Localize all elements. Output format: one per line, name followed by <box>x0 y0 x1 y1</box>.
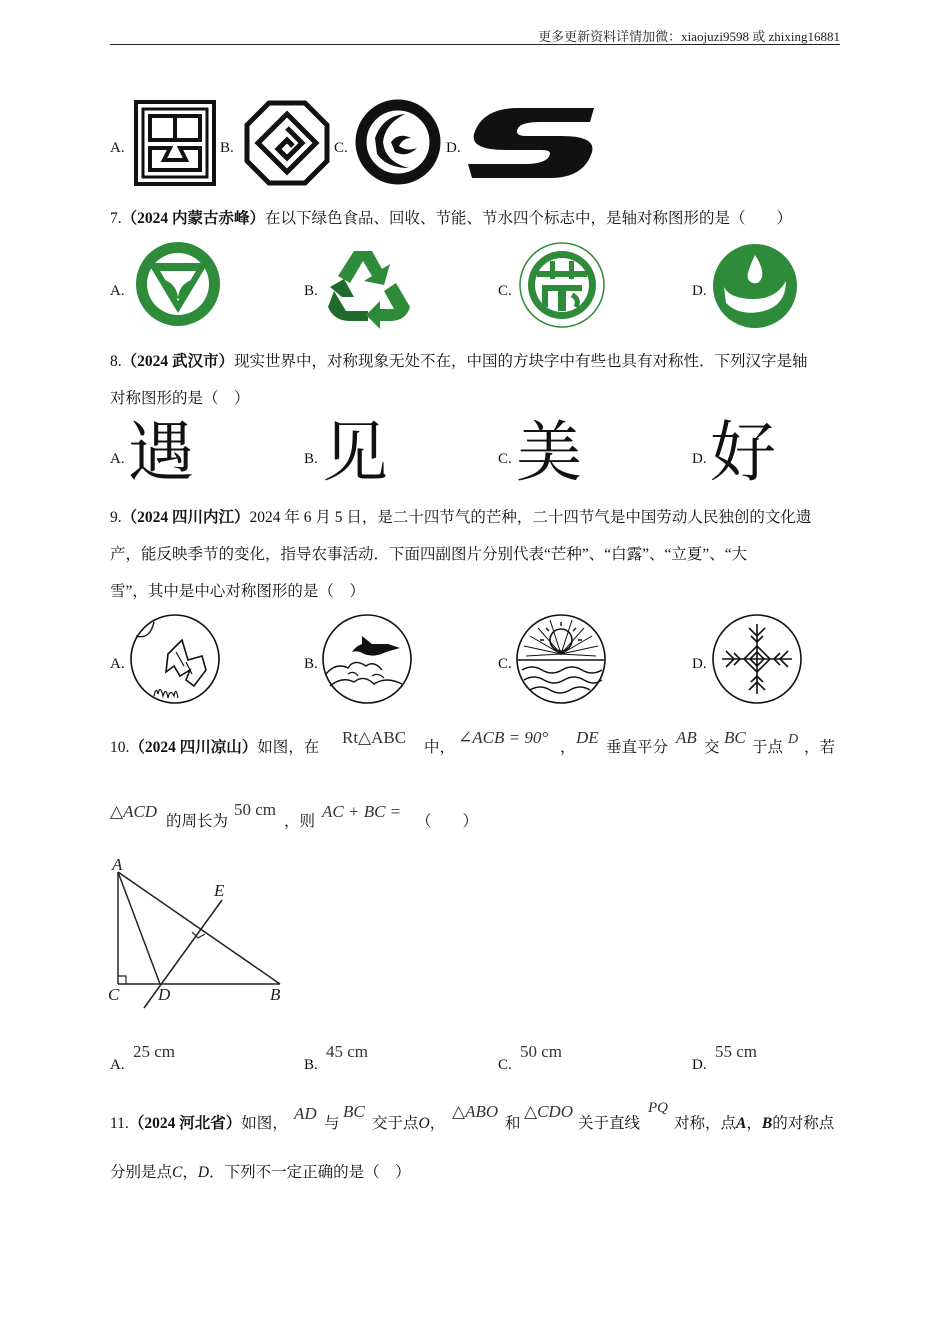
q11-point-c: C <box>172 1164 183 1181</box>
q10-option-a-label: A. <box>110 1057 125 1073</box>
q9-bailu-circle <box>322 614 412 704</box>
q7-option-a-label: A. <box>110 283 125 299</box>
q11-t3-text: 交于点 <box>372 1115 419 1132</box>
q8-option-b-label: B. <box>304 451 318 467</box>
q9-option-d-label: D. <box>692 656 707 672</box>
q10-t10: （ ） <box>416 813 479 830</box>
q8-text-line2: 对称图形的是（ ） <box>110 390 250 407</box>
q8-char-c: 美 <box>516 414 582 491</box>
q11-t2: 与 <box>324 1115 340 1132</box>
q7-energy-saving-logo <box>518 241 606 329</box>
q10-math-perimeter: 50 cm <box>234 800 277 819</box>
q10-math-de: DE <box>576 728 599 747</box>
q7-option-d-label: D. <box>692 283 707 299</box>
q10-t5: 交 <box>704 739 720 756</box>
q7-stem <box>110 211 792 227</box>
q11-point-b: B <box>761 1115 773 1132</box>
q6-logo-a <box>134 100 216 186</box>
q11-t7-group <box>674 1116 834 1132</box>
q10-math-triangle: Rt△ABC <box>342 728 407 747</box>
q10-t9: ，则 <box>284 813 316 830</box>
q7-recycle-logo <box>326 243 412 325</box>
q6-option-b-label: B. <box>220 140 234 156</box>
q11-math-pq: PQ <box>648 1100 668 1116</box>
q10-t3: ， <box>560 739 576 756</box>
q11-t7: 对称，点 <box>674 1115 737 1132</box>
q8-char-d: 好 <box>710 414 776 491</box>
q9-number: 9. <box>110 509 122 526</box>
q6-option-c-label: C. <box>334 140 348 156</box>
q11-t6: 关于直线 <box>578 1115 641 1132</box>
q11-point-o: O <box>418 1115 430 1132</box>
q10-label-c: C <box>108 985 120 1004</box>
q10-math-angle: ∠ACB = 90° <box>458 728 549 747</box>
q6-logo-b <box>244 100 330 186</box>
q6-logo-d <box>466 104 598 182</box>
q10-source: （2024 四川凉山） <box>129 739 258 756</box>
q10-label-b: B <box>270 985 281 1004</box>
q11-line2 <box>110 1165 411 1181</box>
q10-math-bc: BC <box>724 728 746 747</box>
q10-option-c-value: 50 cm <box>520 1042 563 1061</box>
q11-t3 <box>372 1116 445 1132</box>
q11-math-bc: BC <box>343 1102 365 1121</box>
q7-text: 在以下绿色食品、回收、节能、节水四个标志中，是轴对称图形的是（ ） <box>265 210 793 227</box>
q9-option-b-label: B. <box>304 656 318 672</box>
q9-stem-line1 <box>110 510 811 526</box>
q8-stem-line1 <box>110 354 808 370</box>
q9-source: （2024 四川内江） <box>121 509 250 526</box>
q10-math-acd: △ACD <box>110 802 158 821</box>
q8-source: （2024 武汉市） <box>121 353 235 370</box>
q7-water-saving-logo <box>712 243 798 329</box>
q11-t8: ， <box>746 1115 762 1132</box>
q10-t2: 中， <box>424 739 456 756</box>
q11-line2a: 分别是点 <box>110 1164 173 1181</box>
q9-option-a-label: A. <box>110 656 125 672</box>
q8-option-c-label: C. <box>498 451 512 467</box>
q10-option-d-value: 55 cm <box>715 1042 758 1061</box>
q8-char-a: 遇 <box>128 414 194 491</box>
q10-option-b-value: 45 cm <box>326 1042 369 1061</box>
q11-t9: 的对称点 <box>772 1115 835 1132</box>
q11-math-ad: AD <box>294 1104 317 1123</box>
q10-number-source <box>110 740 319 756</box>
q11-t1: 如图， <box>241 1115 288 1132</box>
q8-option-a-label: A. <box>110 451 125 467</box>
q11-t4: ， <box>429 1115 446 1132</box>
q9-lixia-circle <box>516 614 606 704</box>
header-divider <box>110 44 840 45</box>
q8-option-d-label: D. <box>692 451 707 467</box>
q9-text-line3: 雪”，其中是中心对称图形的是（ ） <box>110 583 365 600</box>
q10-t8: 的周长为 <box>166 813 229 830</box>
q7-option-c-label: C. <box>498 283 512 299</box>
q10-t1: 如图，在 <box>257 739 320 756</box>
q8-char-b: 见 <box>322 414 388 491</box>
q7-number: 7. <box>110 210 122 227</box>
q10-number: 10. <box>110 739 130 756</box>
q11-point-a: A <box>736 1115 747 1132</box>
q7-option-b-label: B. <box>304 283 318 299</box>
q6-option-a-label: A. <box>110 140 125 156</box>
q10-option-d-label: D. <box>692 1057 707 1073</box>
q11-line2b: ， <box>182 1164 198 1181</box>
q9-daxue-circle <box>712 614 802 704</box>
q11-math-abo: △ABO <box>452 1102 499 1121</box>
q10-label-e: E <box>214 881 225 900</box>
q10-math-d: D <box>788 732 799 747</box>
q11-source: （2024 河北省） <box>128 1115 242 1132</box>
q11-math-cdo: △CDO <box>524 1102 573 1121</box>
q8-number: 8. <box>110 353 122 370</box>
q9-text-line2: 产，能反映季节的变化，指导农事活动．下面四副图片分别代表“芒种”、“白露”、“立夏”、“大 <box>110 546 748 563</box>
q10-math-ab: AB <box>676 728 697 747</box>
q10-label-a: A <box>112 855 123 874</box>
q11-point-d: D <box>197 1164 210 1181</box>
q10-option-b-label: B. <box>304 1057 318 1073</box>
q7-green-food-logo <box>134 241 222 327</box>
q10-t4: 垂直平分 <box>606 739 669 756</box>
page-header: 更多更新资料详情加微：xiaojuzi9598 或 zhixing16881 <box>538 29 840 44</box>
q10-triangle-figure <box>106 852 296 1012</box>
q9-mangzhong-circle <box>130 614 220 704</box>
q10-label-d: D <box>158 985 171 1004</box>
q10-math-sum: AC + BC = <box>322 802 402 821</box>
q11-t5: 和 <box>505 1115 521 1132</box>
q9-option-c-label: C. <box>498 656 512 672</box>
q10-option-a-value: 25 cm <box>133 1042 176 1061</box>
q9-text-line1: 2024 年 6 月 5 日，是二十四节气的芒种，二十四节气是中国劳动人民独创的文化遗 <box>249 509 812 526</box>
q11-number: 11. <box>110 1115 129 1132</box>
q8-text-line1: 现实世界中，对称现象无处不在，中国的方块字中有些也具有对称性．下列汉字是轴 <box>234 353 808 370</box>
q6-logo-c <box>355 98 441 186</box>
q10-t6: 于点 <box>752 739 784 756</box>
q10-t7: ，若 <box>804 739 836 756</box>
q10-option-c-label: C. <box>498 1057 512 1073</box>
q6-option-d-label: D. <box>446 140 461 156</box>
q7-source: （2024 内蒙古赤峰） <box>121 210 266 227</box>
q11-line2c: ．下列不一定正确的是（ ） <box>209 1164 411 1181</box>
q11-number-source <box>110 1116 288 1132</box>
